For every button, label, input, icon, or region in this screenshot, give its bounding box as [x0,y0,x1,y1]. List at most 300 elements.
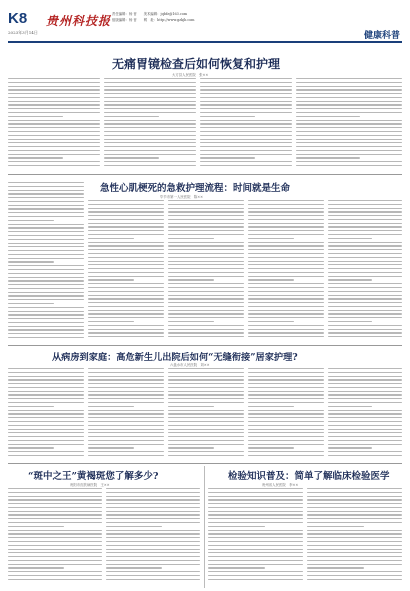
body-text-line [8,139,100,140]
body-text-line [168,257,244,258]
divider [8,345,402,346]
body-text-line [104,123,196,124]
body-text-line [168,204,244,205]
body-text-line [104,127,196,128]
body-text-line [307,560,402,561]
body-text-line [328,272,402,273]
body-text-line [8,258,84,259]
body-text-line [8,142,100,143]
body-text-line [168,291,244,292]
page-number: K8 [8,10,28,27]
body-text-line [8,284,84,285]
body-text-line [328,379,402,380]
body-text-line [168,447,214,448]
body-text-line [168,429,244,430]
body-text-line [328,332,402,333]
body-text-line [88,261,164,262]
article-5-col-1 [208,488,303,586]
body-text-line [296,89,402,90]
body-text-line [8,560,102,561]
article-2-col-2 [88,200,164,342]
body-text-line [88,234,164,235]
body-text-line [8,337,84,338]
body-text-line [208,567,265,568]
body-text-line [200,123,292,124]
body-text-line [248,279,294,280]
body-text-line [168,306,244,307]
body-text-line [168,417,244,418]
body-text-line [328,306,402,307]
body-text-line [168,279,214,280]
body-text-line [248,208,324,209]
body-text-line [106,518,200,519]
article-3-col-2 [88,368,164,460]
body-text-line [248,295,324,296]
body-text-line [328,291,402,292]
body-text-line [328,313,402,314]
body-text-line [208,560,303,561]
body-text-line [248,245,324,246]
body-text-line [88,257,164,258]
body-text-line [248,455,324,456]
body-text-line [8,571,102,572]
body-text-line [88,406,134,407]
body-text-line [248,234,324,235]
body-text-line [248,204,324,205]
body-text-line [328,444,402,445]
body-text-line [296,146,402,147]
article-4-col-1 [8,488,102,586]
body-text-line [296,131,402,132]
body-text-line [8,261,54,262]
body-text-line [296,154,402,155]
body-text-line [328,447,372,448]
body-text-line [168,253,244,254]
body-text-line [88,291,164,292]
body-text-line [8,318,84,319]
body-text-line [8,507,102,508]
body-text-line [307,575,402,576]
body-text-line [200,120,292,121]
body-text-line [168,398,244,399]
body-text-line [200,78,292,79]
body-text-line [8,444,84,445]
body-text-line [328,432,402,433]
body-text-line [328,242,402,243]
body-text-line [8,280,84,281]
body-text-line [8,311,84,312]
body-text-line [248,276,324,277]
body-text-line [248,332,324,333]
body-text-line [88,368,164,369]
body-text-line [104,82,196,83]
editor-info [112,11,362,23]
body-text-line [248,200,324,201]
body-text-line [248,211,324,212]
body-text-line [88,226,164,227]
body-text-line [328,261,402,262]
body-text-line [248,291,324,292]
body-text-line [88,432,164,433]
body-text-line [168,200,244,201]
body-text-line [104,112,196,113]
body-text-line [88,394,164,395]
body-text-line [328,455,402,456]
body-text-line [248,368,324,369]
body-text-line [328,336,402,337]
body-text-line [104,97,196,98]
body-text-line [248,215,324,216]
body-text-line [8,277,84,278]
body-text-line [88,211,164,212]
body-text-line [328,310,402,311]
body-text-line [104,93,196,94]
body-text-line [88,215,164,216]
body-text-line [248,302,324,303]
body-text-line [248,398,324,399]
body-text-line [88,429,164,430]
body-text-line [8,243,84,244]
article-2-col-5 [328,200,402,342]
article-2-col-3 [168,200,244,342]
body-text-line [248,387,324,388]
body-text-line [8,333,84,334]
body-text-line [106,488,200,489]
body-text-line [8,212,84,213]
body-text-line [208,507,303,508]
body-text-line [168,208,244,209]
article-3-col-1 [8,368,84,460]
body-text-line [328,317,402,318]
body-text-line [104,161,196,162]
newspaper-logo: 贵州科技报 [46,14,112,28]
body-text-line [168,336,244,337]
body-text-line [88,387,164,388]
body-text-line [328,234,402,235]
body-text-line [104,108,196,109]
body-text-line [200,131,292,132]
body-text-line [8,451,84,452]
body-text-line [328,372,402,373]
body-text-line [8,314,84,315]
body-text-line [8,406,54,407]
body-text-line [8,154,100,155]
body-text-line [8,488,102,489]
body-text-line [8,273,84,274]
body-text-line [88,376,164,377]
body-text-line [8,246,84,247]
body-text-line [328,208,402,209]
body-text-line [168,219,244,220]
body-text-line [200,97,292,98]
body-text-line [8,295,84,296]
body-text-line [328,440,402,441]
body-text-line [168,321,214,322]
body-text-line [88,242,164,243]
body-text-line [8,131,100,132]
body-text-line [8,518,102,519]
body-text-line [8,455,84,456]
body-text-line [248,219,324,220]
body-text-line [8,564,102,565]
body-text-line [248,421,324,422]
body-text-line [307,564,402,565]
body-text-line [328,387,402,388]
body-text-line [328,394,402,395]
body-text-line [328,298,402,299]
body-text-line [8,575,102,576]
body-text-line [88,249,164,250]
body-text-line [168,310,244,311]
body-text-line [88,444,164,445]
body-text-line [208,526,265,527]
body-text-line [296,116,360,117]
body-text-line [296,112,402,113]
body-text-line [8,239,84,240]
body-text-line [106,560,200,561]
body-text-line [88,279,134,280]
body-text-line [296,104,402,105]
article-1-col-2 [104,78,196,170]
body-text-line [200,139,292,140]
body-text-line [296,157,360,158]
body-text-line [248,444,324,445]
body-text-line [208,556,303,557]
body-text-line [248,253,324,254]
header-rule [8,41,402,43]
body-text-line [88,321,134,322]
body-text-line [248,283,324,284]
article-4-byline: 贵阳市皮肤病医院 王×× [70,483,110,487]
article-3-col-4 [248,368,324,460]
body-text-line [88,272,164,273]
body-text-line [200,89,292,90]
divider [8,463,402,464]
body-text-line [296,86,402,87]
body-text-line [88,223,164,224]
body-text-line [104,154,196,155]
body-text-line [168,261,244,262]
body-text-line [8,235,84,236]
body-text-line [88,238,134,239]
body-text-line [8,82,100,83]
body-text-line [8,496,102,497]
article-2-byline: 毕节市第一人民医院 陈×× [160,195,203,199]
body-text-line [168,223,244,224]
body-text-line [328,268,402,269]
body-text-line [248,391,324,392]
body-text-line [328,257,402,258]
body-text-line [168,276,244,277]
body-text-line [307,492,402,493]
body-text-line [88,332,164,333]
body-text-line [168,413,244,414]
body-text-line [328,219,402,220]
body-text-line [88,425,164,426]
body-text-line [104,116,159,117]
body-text-line [8,545,102,546]
body-text-line [248,310,324,311]
body-text-line [8,537,102,538]
body-text-line [200,93,292,94]
column-divider [204,466,205,588]
body-text-line [8,116,63,117]
body-text-line [8,436,84,437]
body-text-line [248,410,324,411]
body-text-line [8,186,84,187]
body-text-line [200,112,292,113]
body-text-line [328,223,402,224]
body-text-line [88,317,164,318]
body-text-line [8,292,84,293]
body-text-line [248,306,324,307]
body-text-line [88,268,164,269]
body-text-line [328,376,402,377]
body-text-line [168,421,244,422]
body-text-line [168,444,244,445]
body-text-line [88,329,164,330]
body-text-line [8,541,102,542]
body-text-line [104,89,196,90]
section-title: 健康科普 [363,30,400,40]
body-text-line [328,264,402,265]
body-text-line [248,223,324,224]
body-text-line [296,93,402,94]
editor-info-line-2: 组版编辑：杨 晋 网 址：http://www.gzkjb.com [112,18,195,22]
body-text-line [248,287,324,288]
article-5-col-2 [307,488,402,586]
body-text-line [8,421,84,422]
body-text-line [106,575,200,576]
body-text-line [168,313,244,314]
body-text-line [88,410,164,411]
body-text-line [168,287,244,288]
body-text-line [328,410,402,411]
issue-date: 2023年3月14日 [8,30,38,35]
body-text-line [168,376,244,377]
body-text-line [208,579,303,580]
body-text-line [88,402,164,403]
body-text-line [8,402,84,403]
article-3-byline: 六盘水市人民医院 刘×× [170,363,210,367]
body-text-line [248,261,324,262]
body-text-line [8,97,100,98]
body-text-line [8,322,84,323]
body-text-line [8,182,84,183]
article-4-col-2 [106,488,200,586]
body-text-line [307,541,402,542]
body-text-line [208,549,303,550]
body-text-line [328,200,402,201]
body-text-line [168,302,244,303]
body-text-line [307,511,402,512]
body-text-line [307,518,402,519]
body-text-line [168,440,244,441]
body-text-line [248,372,324,373]
body-text-line [168,264,244,265]
body-text-line [8,146,100,147]
body-text-line [307,549,402,550]
body-text-line [200,135,292,136]
body-text-line [328,249,402,250]
body-text-line [106,533,200,534]
body-text-line [8,556,102,557]
body-text-line [328,287,402,288]
body-text-line [208,530,303,531]
article-4-title: “斑中之王”黄褐斑您了解多少? [28,471,159,482]
body-text-line [296,142,402,143]
body-text-line [8,391,84,392]
body-text-line [106,571,200,572]
body-text-line [8,101,100,102]
body-text-line [200,104,292,105]
body-text-line [106,514,200,515]
body-text-line [106,530,200,531]
body-text-line [168,245,244,246]
body-text-line [168,406,214,407]
body-text-line [328,383,402,384]
body-text-line [248,402,324,403]
body-text-line [200,161,292,162]
body-text-line [8,190,84,191]
body-text-line [248,436,324,437]
body-text-line [248,447,294,448]
body-text-line [296,78,402,79]
body-text-line [328,230,402,231]
body-text-line [8,127,100,128]
body-text-line [8,161,100,162]
body-text-line [168,432,244,433]
body-text-line [88,283,164,284]
body-text-line [106,499,200,500]
masthead [0,0,410,44]
body-text-line [307,545,402,546]
body-text-line [296,123,402,124]
body-text-line [328,245,402,246]
body-text-line [208,533,303,534]
body-text-line [168,368,244,369]
body-text-line [106,503,200,504]
body-text-line [328,402,402,403]
body-text-line [328,421,402,422]
body-text-line [106,522,200,523]
body-text-line [328,329,402,330]
body-text-line [106,549,200,550]
body-text-line [328,368,402,369]
body-text-line [248,376,324,377]
body-text-line [8,123,100,124]
body-text-line [8,383,84,384]
body-text-line [104,146,196,147]
body-text-line [328,321,372,322]
body-text-line [8,549,102,550]
body-text-line [88,208,164,209]
article-2-title: 急性心肌梗死的急救护理流程：时间就是生命 [100,183,291,194]
body-text-line [328,215,402,216]
body-text-line [8,372,84,373]
body-text-line [307,537,402,538]
body-text-line [8,108,100,109]
article-5-title: 检验知识普及：简单了解临床检验医学 [228,471,390,482]
body-text-line [328,406,372,407]
body-text-line [8,511,102,512]
body-text-line [328,238,372,239]
body-text-line [88,204,164,205]
body-text-line [168,394,244,395]
body-text-line [168,295,244,296]
body-text-line [88,436,164,437]
body-text-line [208,503,303,504]
